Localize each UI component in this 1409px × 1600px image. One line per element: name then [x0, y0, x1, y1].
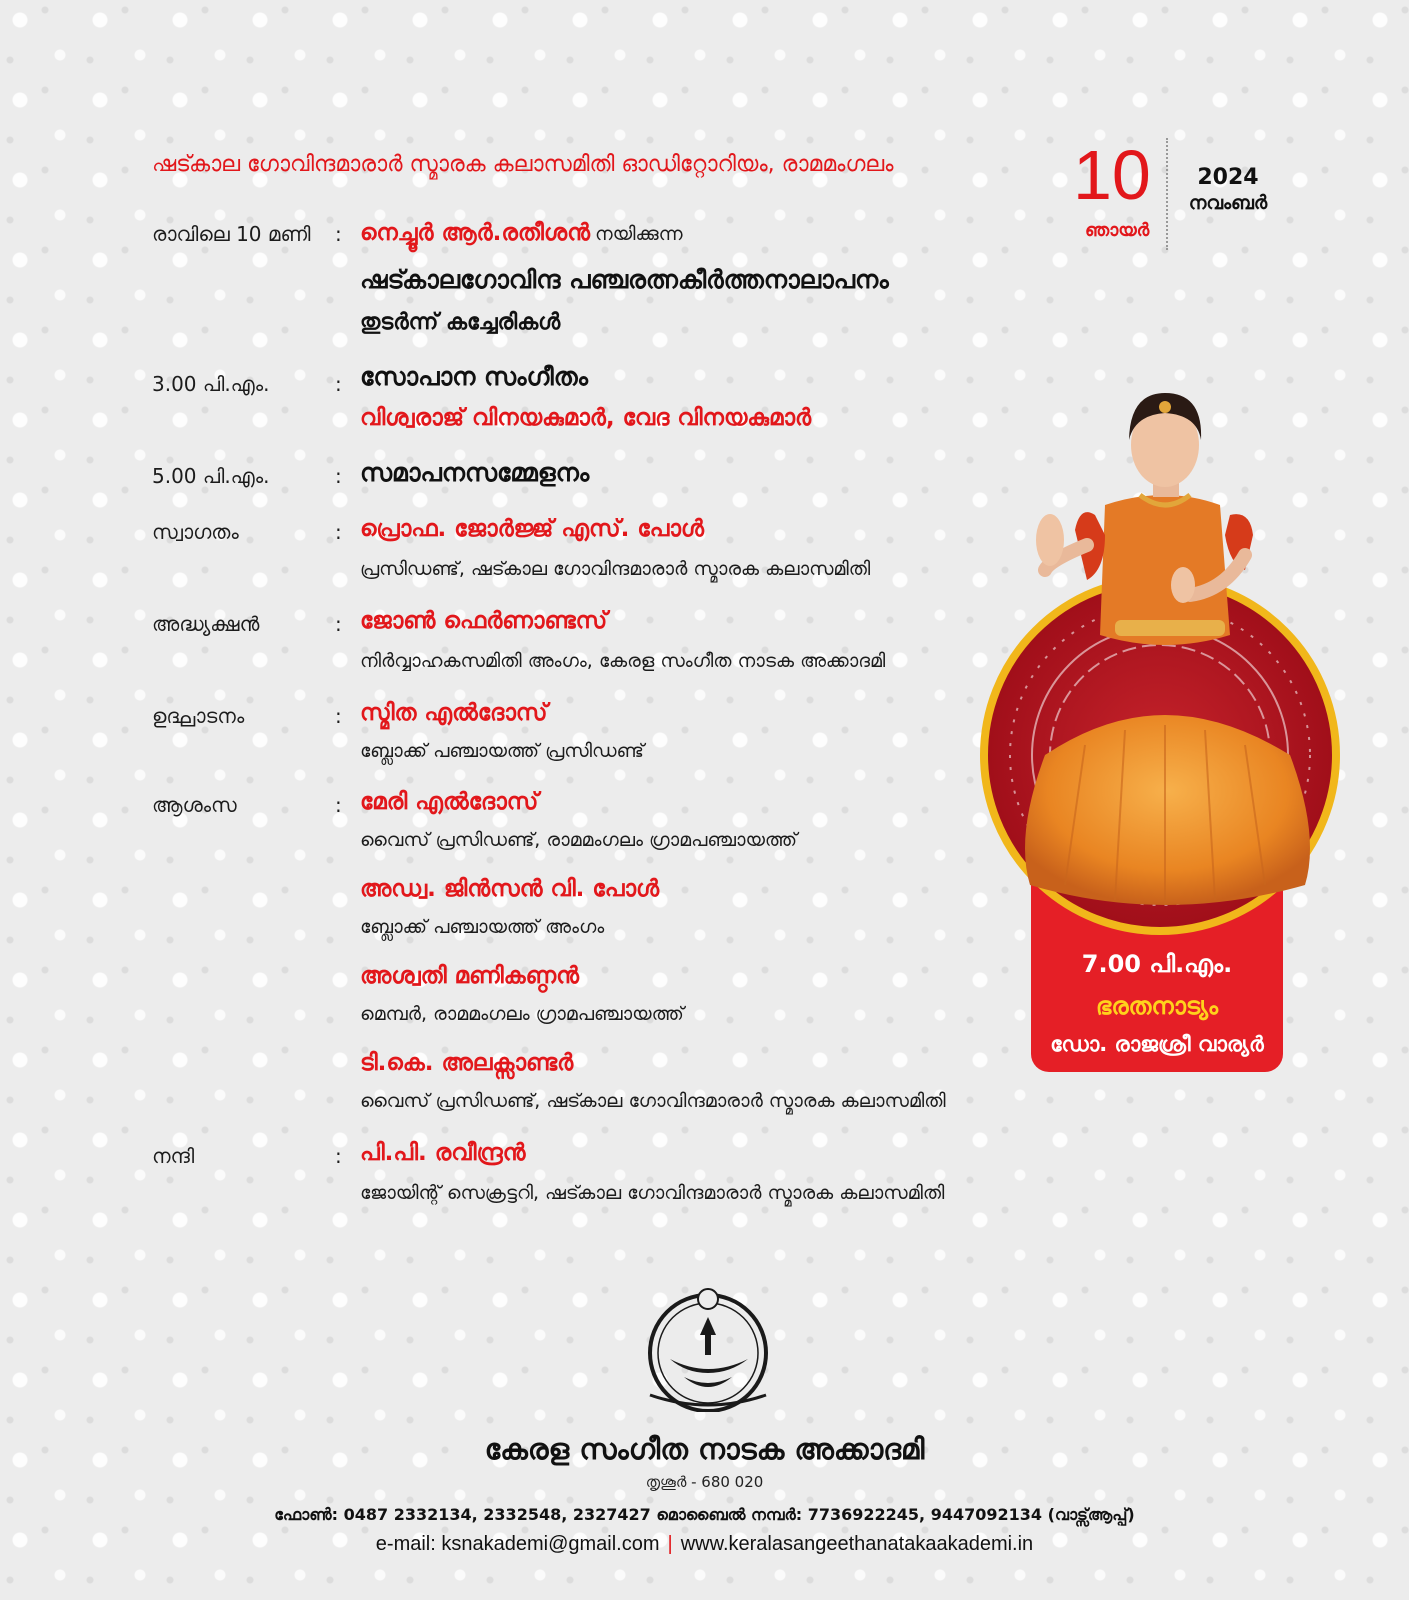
feature-time: 7.00 പി.എം.	[1081, 950, 1233, 978]
felicitation-speaker-name: അഡ്വ. ജിൻസൻ വി. പോൾ	[360, 876, 660, 902]
date-day-number: 10	[1073, 136, 1151, 214]
colon: :	[335, 704, 342, 728]
contact-email[interactable]: e-mail: ksnakademi@gmail.com	[375, 1533, 660, 1555]
presidency-label: അദ്ധ്യക്ഷൻ	[152, 612, 260, 636]
inauguration-role: ബ്ലോക്ക് പഞ്ചായത്ത് പ്രസിഡണ്ട്	[360, 740, 644, 762]
venue-heading: ഷട്കാല ഗോവിന്ദമാരാർ സ്മാരക കലാസമിതി ഓഡിറ്റോറിയം, രാമമംഗലം	[152, 152, 894, 177]
date-year: 2024	[1197, 165, 1259, 190]
inauguration-name: സ്മിത എൽദോസ്	[360, 700, 548, 726]
organization-name: കേരള സംഗീത നാടക അക്കാദമി	[484, 1432, 925, 1466]
colon: :	[335, 793, 342, 817]
evening-title: സമാപനസമ്മേളനം	[360, 458, 590, 487]
felicitation-speaker-role: വൈസ് പ്രസിഡണ്ട്, രാമമംഗലം ഗ്രാമപഞ്ചായത്ത്	[360, 829, 798, 851]
felicitation-speaker-name: മേരി എൽദോസ്	[360, 789, 539, 815]
colon: :	[335, 222, 342, 246]
colon: :	[335, 464, 342, 488]
presidency-name: ജോൺ ഫെർണാണ്ടസ്	[360, 608, 608, 634]
date-divider	[1166, 138, 1168, 250]
date-month: നവംബർ	[1188, 192, 1268, 214]
afternoon-performers: വിശ്വരാജ് വിനയകുമാർ, വേദ വിനയകുമാർ	[360, 405, 812, 431]
organization-city: തൃശൂർ - 680 020	[645, 1473, 764, 1491]
morning-title: ഷട്കാലഗോവിന്ദ പഞ്ചരത്നകീർത്തനാലാപനം	[360, 265, 889, 294]
inauguration-label: ഉദ്ഘാടനം	[152, 704, 245, 728]
presidency-role: നിർവ്വാഹകസമിതി അംഗം, കേരള സംഗീത നാടക അക്കാദമി	[360, 650, 886, 672]
dancer-illustration	[975, 385, 1365, 1085]
morning-leader-line	[360, 220, 683, 246]
morning-time: രാവിലെ 10 മണി	[152, 222, 311, 246]
evening-time: 5.00 പി.എം.	[152, 464, 270, 488]
thanks-name: പി.പി. രവീന്ദ്രൻ	[360, 1140, 526, 1166]
feature-performer: ഡോ. രാജശ്രീ വാര്യർ	[1050, 1032, 1264, 1056]
felicitation-speaker-role: ബ്ലോക്ക് പഞ്ചായത്ത് അംഗം	[360, 916, 605, 938]
welcome-role: പ്രസിഡണ്ട്, ഷട്കാല ഗോവിന്ദമാരാർ സ്മാരക കലാസമിതി	[360, 558, 871, 580]
afternoon-title: സോപാന സംഗീതം	[360, 362, 589, 391]
morning-leader: നെച്ചൂർ ആർ.രതീശൻ	[360, 220, 590, 246]
feature-title: ഭരതനാട്യം	[1095, 992, 1219, 1020]
thanks-label: നന്ദി	[152, 1144, 195, 1168]
thanks-role: ജോയിന്റ് സെക്രട്ടറി, ഷട്കാല ഗോവിന്ദമാരാർ സ്മാരക കലാസമിതി	[360, 1182, 945, 1204]
colon: :	[335, 612, 342, 636]
felicitation-speaker-role: മെമ്പർ, രാമമംഗലം ഗ്രാമപഞ്ചായത്ത്	[360, 1003, 684, 1025]
date-weekday: ഞായർ	[1085, 220, 1150, 241]
akademi-logo-emblem	[630, 1287, 786, 1412]
welcome-label: സ്വാഗതം	[152, 520, 239, 544]
colon: :	[335, 372, 342, 396]
morning-leader-suffix: നയിക്കുന്ന	[595, 223, 683, 245]
separator: |	[667, 1533, 673, 1555]
welcome-name: പ്രൊഫ. ജോർജ്ജ് എസ്. പോൾ	[360, 516, 705, 542]
felicitation-speaker-name: ടി.കെ. അലക്സാണ്ടർ	[360, 1050, 574, 1076]
colon: :	[335, 520, 342, 544]
feature-panel	[975, 385, 1365, 1085]
contact-line	[0, 1533, 1409, 1556]
afternoon-time: 3.00 പി.എം.	[152, 372, 270, 396]
contact-phone: ഫോൺ: 0487 2332134, 2332548, 2327427 മൊബൈൽ നമ്പർ: 7736922245, 9447092134 (വാട്സ്ആപ്പ്)	[274, 1505, 1135, 1524]
morning-followup: തുടർന്ന് കച്ചേരികൾ	[360, 310, 561, 335]
colon: :	[335, 1144, 342, 1168]
felicitation-label: ആശംസ	[152, 793, 237, 817]
felicitation-speaker-role: വൈസ് പ്രസിഡണ്ട്, ഷട്കാല ഗോവിന്ദമാരാർ സ്മാരക കലാസമിതി	[360, 1090, 946, 1112]
contact-website[interactable]: www.keralasangeethanatakaakademi.in	[680, 1533, 1034, 1555]
felicitation-speaker-name: അശ്വതി മണികണ്ഠൻ	[360, 963, 579, 989]
